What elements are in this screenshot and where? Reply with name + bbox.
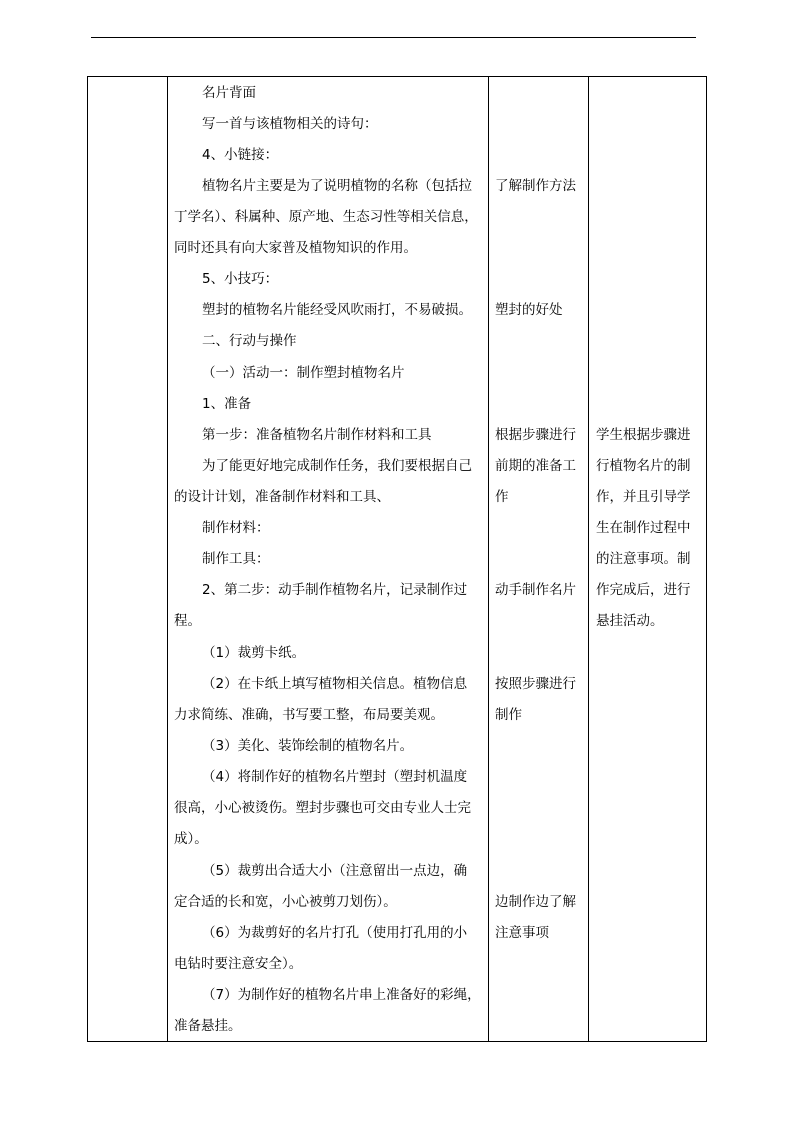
content-text-line: 5、小技巧：	[202, 271, 279, 287]
student-activity-line: 前期的准备工	[495, 458, 576, 474]
design-intent-line: 行植物名片的制	[596, 458, 691, 474]
design-intent-line: 学生根据步骤进	[596, 427, 691, 443]
student-activity-line: 作	[495, 489, 509, 505]
content-text-line: （3）美化、装饰绘制的植物名片。	[202, 738, 414, 754]
student-activity-line: 动手制作名片	[495, 582, 576, 598]
content-text-line: 植物名片主要是为了说明植物的名称（包括拉	[202, 178, 472, 194]
content-text-line: 程。	[174, 613, 201, 629]
design-intent-line: 生在制作过程中	[596, 520, 691, 536]
content-text-line: 为了能更好地完成制作任务，我们要根据自己	[202, 458, 472, 474]
student-activity-line: 塑封的好处	[495, 302, 563, 318]
student-activity-line: 边制作边了解	[495, 894, 576, 910]
content-text-line: 制作材料：	[202, 520, 270, 536]
content-text-line: 1、准备	[202, 396, 252, 412]
content-text-line: 同时还具有向大家普及植物知识的作用。	[174, 240, 417, 256]
content-text-line: （5）裁剪出合适大小（注意留出一点边，确	[202, 863, 468, 879]
content-text-line: （6）为裁剪好的名片打孔（使用打孔用的小	[202, 925, 468, 941]
student-activity-line: 注意事项	[495, 925, 549, 941]
content-text-line: 准备悬挂。	[174, 1018, 242, 1034]
header-rule	[91, 37, 696, 38]
content-text-line: 电钻时要注意安全）。	[174, 956, 303, 972]
table-cell-content	[168, 77, 488, 1041]
content-text-line: 塑封的植物名片能经受风吹雨打，不易破损。	[202, 302, 472, 318]
content-text-line: 力求简练、准确，书写要工整，布局要美观。	[174, 707, 444, 723]
content-text-line: 4、小链接：	[202, 147, 279, 163]
design-intent-line: 的注意事项。制	[596, 551, 691, 567]
content-text-line: 很高，小心被烫伤。塑封步骤也可交由专业人士完	[174, 800, 471, 816]
content-text-line: （4）将制作好的植物名片塑封（塑封机温度	[202, 769, 468, 785]
student-activity-line: 根据步骤进行	[495, 427, 576, 443]
design-intent-line: 悬挂活动。	[596, 613, 664, 629]
design-intent-line: 作完成后，进行	[596, 582, 691, 598]
content-text-line: 定合适的长和宽，小心被剪刀划伤）。	[174, 894, 397, 910]
content-text-line: （2）在卡纸上填写植物相关信息。植物信息	[202, 676, 468, 692]
content-text-line: 2、第二步：动手制作植物名片，记录制作过	[202, 582, 468, 598]
table-cell-design-intent	[589, 77, 707, 1041]
content-text-line: （7）为制作好的植物名片串上准备好的彩绳，	[202, 987, 481, 1003]
student-activity-line: 按照步骤进行	[495, 676, 576, 692]
content-text-line: 的设计计划，准备制作材料和工具、	[174, 489, 390, 505]
table-cell-empty	[88, 77, 167, 1041]
content-text-line: 二、行动与操作	[202, 333, 297, 349]
content-text-line: 第一步：准备植物名片制作材料和工具	[202, 427, 432, 443]
content-text-line: 丁学名）、科属种、原产地、生态习性等相关信息，	[174, 209, 478, 225]
content-text-line: （1）裁剪卡纸。	[202, 645, 306, 661]
design-intent-line: 作，并且引导学	[596, 489, 691, 505]
student-activity-line: 了解制作方法	[495, 178, 576, 194]
content-text-line: 制作工具：	[202, 551, 270, 567]
table-cell-student-activity	[489, 77, 588, 1041]
content-text-line: 写一首与该植物相关的诗句：	[202, 116, 378, 132]
content-text-line: 名片背面	[202, 85, 256, 101]
student-activity-line: 制作	[495, 707, 522, 723]
content-text-line: 成）。	[174, 831, 208, 847]
content-text-line: （一）活动一：制作塑封植物名片	[202, 365, 405, 381]
lesson-table	[87, 76, 707, 1042]
